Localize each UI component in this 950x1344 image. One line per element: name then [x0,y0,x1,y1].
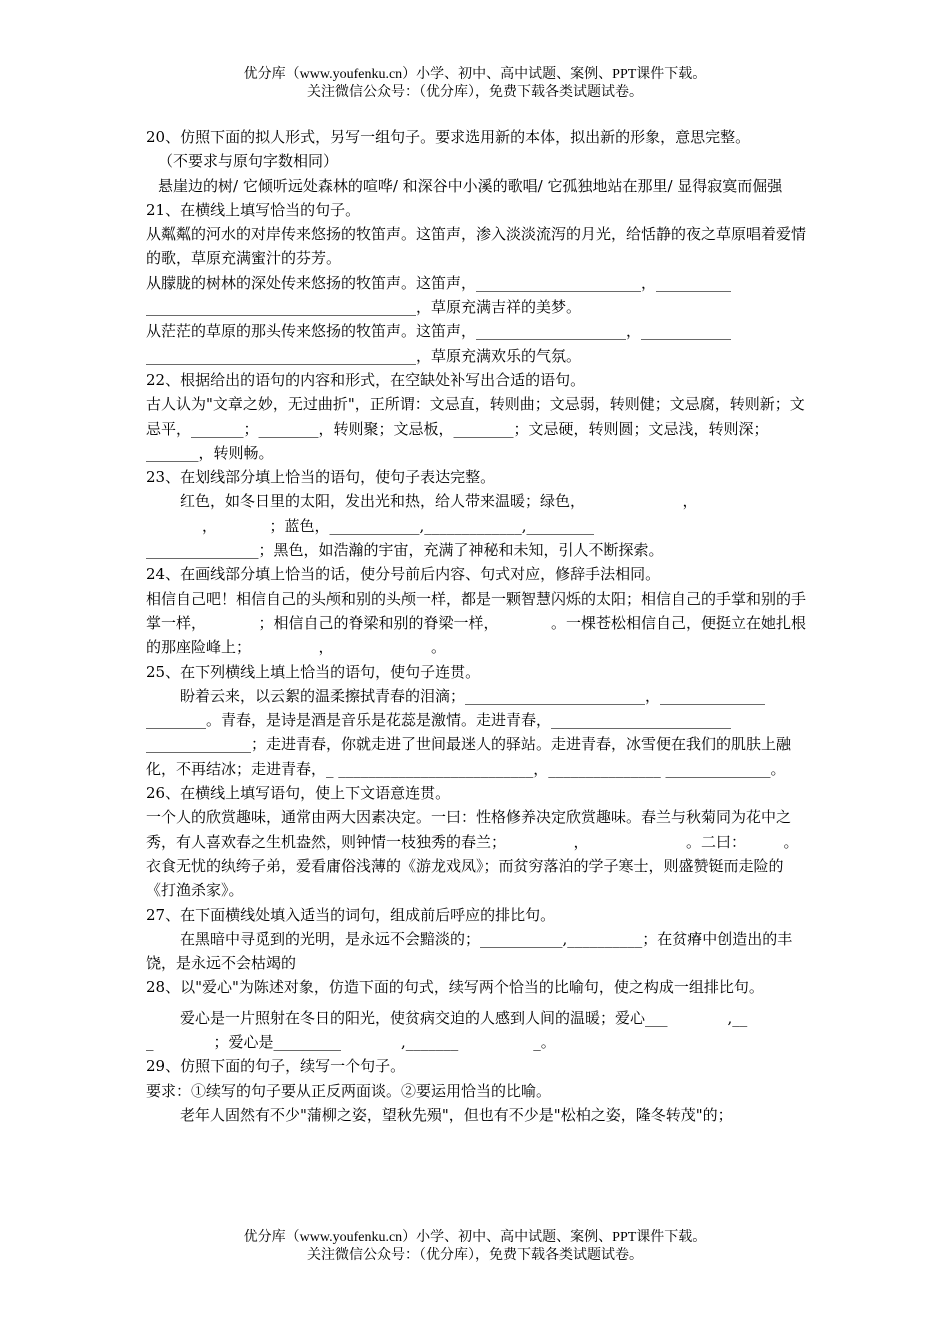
q28-example: 爱心是一片照射在冬日的阳光，使贫病交迫的人感到人间的温暖；爱心___ ,__ [180,1008,748,1027]
page-footer [0,1229,950,1265]
q27-title: 27、在下面横线处填入适当的词句，组成前后呼应的排比句。 [146,905,556,924]
q25-title: 25、在下列横线上填上恰当的语句，使句子连贯。 [146,662,481,681]
q20-note: （不要求与原句字数相同） [158,152,339,171]
q23-line-2: ， ；蓝色，____________,_____________,_________ [202,516,595,535]
q21-blank-1: 从朦胧的树林的深处传来悠扬的牧笛声。这笛声，______________________，__________ ____________________________________，草原充满吉祥的美梦。 [146,273,732,317]
q20-title: 20、仿照下面的拟人形式，另写一组句子。要求选用新的本体，拟出新的形象，意思完整。 [146,128,751,146]
q21-example: 从粼粼的河水的对岸传来悠扬的牧笛声。这笛声，渗入淡淡流泻的月光，给恬静的夜之草原唱着爱情的歌，草原充满蜜汁的芬芳。 [146,225,807,268]
header-line-1: 优分库（www.youfenku.cn）小学、初中、高中试题、案例、PPT课件下载。 [243,67,707,82]
q22-body: 古人认为"文章之妙，无过曲折"，正所谓：文忌直，转则曲；文忌弱，转则健；文忌腐，转则新；文忌平，_______；________，转则聚；文忌板，________；文忌硬，转则圆；文忌浅，转则深；_______，转则畅。 [146,395,805,462]
q20-example: 悬崖边的树/ 它倾听远处森林的喧哗/ 和深谷中小溪的歌唱/ 它孤独地站在那里/ 显得寂寞而倔强 [158,176,783,195]
q24-body: 相信自己吧！相信自己的头颅和别的头颅一样，都是一颗智慧闪烁的太阳；相信自己的手掌和别的手掌一样， ；相信自己的脊梁和别的脊梁一样， 。一棵苍松相信自己，便挺立在她扎根的那座险峰上； ， 。 [146,589,807,657]
q26-title: 26、在横线上填写语句，使上下文语意连贯。 [146,784,451,803]
page-header [0,66,950,102]
footer-line-1: 优分库（www.youfenku.cn）小学、初中、高中试题、案例、PPT课件下载。 [243,1230,707,1245]
q23-line-3: _______________；黑色，如浩瀚的宇宙，充满了神秘和未知，引人不断探索。 [146,541,664,560]
header-line-2: 关注微信公众号：（优分库），免费下载各类试题试卷。 [307,85,643,100]
q22-title: 22、根据给出的语句的内容和形式，在空缺处补写出合适的语句。 [146,370,586,389]
q29-example: 老年人固然有不少"蒲柳之姿，望秋先殒"，但也有不少是"松柏之姿，隆冬转茂"的； [180,1105,733,1124]
q21-blank-2: 从茫茫的草原的那头传来悠扬的牧笛声。这笛声，____________________，____________ ____________________________________，草原充满欢乐的气氛。 [146,322,732,365]
q23-line-1: 红色，如冬日里的太阳，发出光和热，给人带来温暖；绿色， ， [180,492,698,511]
q27-body: 在黑暗中寻觅到的光明，是永远不会黯淡的；___________,__________；在贫瘠中创造出的丰饶，是永远不会枯竭的 [146,929,793,973]
footer-line-2: 关注微信公众号：（优分库），免费下载各类试题试卷。 [307,1248,643,1263]
q21-title: 21、在横线上填写恰当的句子。 [146,200,361,219]
q23-title: 23、在划线部分填上恰当的语句，使句子表达完整。 [146,468,496,487]
q24-title: 24、在画线部分填上恰当的话，使分号前后内容、句式对应，修辞手法相同。 [146,565,661,584]
q29-title: 29、仿照下面的句子，续写一个句子。 [146,1057,406,1076]
q26-body: 一个人的欣赏趣味，通常由两大因素决定。一曰：性格修养决定欣赏趣味。春兰与秋菊同为花中之秀，有人喜欢春之生机盎然，则钟情一枝独秀的春兰； ， 。二曰： 。衣食无忧的纨绔子弟，爱看庸俗浅薄的《游龙戏凤》；而贫穷落泊的学子寒士，则盛赞铤而走险的《打渔杀家》。 [146,808,799,900]
q25-body: 盼着云来，以云絮的温柔擦拭青春的泪滴；________________________，______________ ________。青春，是诗是酒是音乐是花蕊是激情。走进青春，________________________ ______________；走进青春，你就走进了世间最迷人的驿站。走进青春，冰雪便在我们的肌肤上融化，不再结冰；走进青春，_ __________________________，_______________ ______________。 [146,686,792,778]
q28-blanks: _ ；爱心是_________ ,_______ _。 [146,1032,556,1051]
q28-title: 28、以"爱心"为陈述对象，仿造下面的句式，续写两个恰当的比喻句，使之构成一组排比句。 [146,978,764,997]
q29-requirement: 要求：①续写的句子要从正反两面谈。②要运用恰当的比喻。 [146,1081,552,1100]
document-body [146,125,811,1127]
